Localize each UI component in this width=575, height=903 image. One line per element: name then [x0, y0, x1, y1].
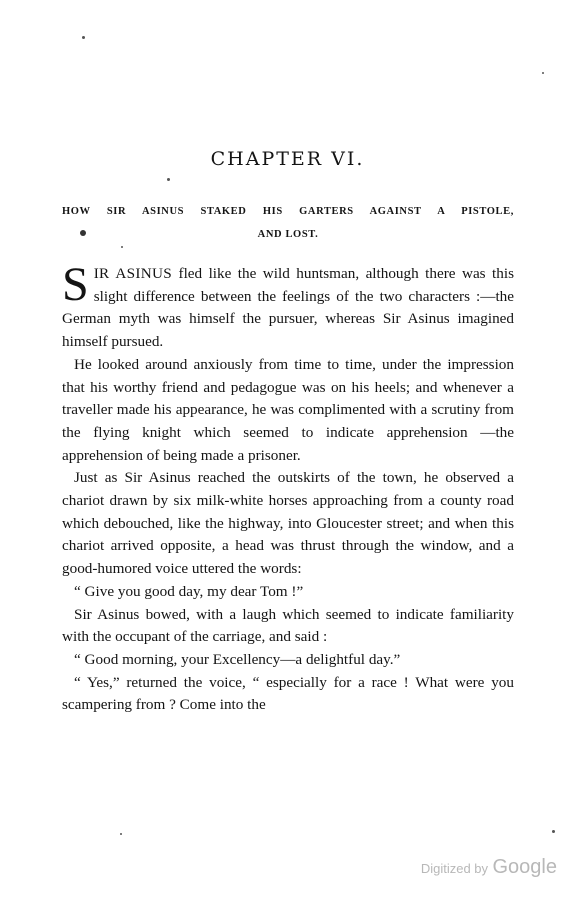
chapter-subtitle-line-2: AND LOST. [257, 229, 319, 240]
ink-speck [167, 178, 170, 181]
chapter-body [62, 258, 514, 717]
google-logo: Google [492, 856, 557, 878]
paragraph-4: “ Give you good day, my dear Tom !” [74, 582, 304, 600]
paragraph-6: “ Good morning, your Excellency—a delightful day.” [74, 650, 401, 668]
ink-speck [120, 833, 122, 835]
paragraph-3: Just as Sir Asinus reached the outskirts of the town, he observed a chariot drawn by six milk-white horses approaching from a county road which debouched, like the highway, into Gloucester street; and when this chariot arrived opposite, a head was thrust through the window, and a good-humored voice uttered the words: [62, 469, 514, 578]
paragraph-5: Sir Asinus bowed, with a laugh which seemed to indicate familiarity with the occupant of the carriage, and said : [62, 605, 514, 646]
digitized-watermark [421, 856, 557, 879]
paragraph-7: “ Yes,” returned the voice, “ especially for a race ! What were you scampering from ? Come into the [62, 673, 514, 714]
drop-cap: S [62, 258, 89, 311]
ink-speck [121, 246, 123, 248]
ink-speck [82, 36, 85, 39]
ink-speck [542, 72, 544, 74]
chapter-subtitle [62, 200, 514, 246]
ink-speck [80, 230, 86, 236]
paragraph-1-small-caps: IR ASINUS [93, 265, 173, 282]
paragraph-1-text: fled like the wild huntsman, although there was this slight difference between the feelings of the two characters :—the German myth was himself the pursuer, whereas Sir Asinus imagined himself pursued. [62, 265, 514, 351]
paragraph-1 [62, 258, 514, 354]
chapter-title: CHAPTER VI. [210, 148, 365, 170]
ink-speck [552, 830, 555, 833]
chapter-subtitle-line-1: HOW SIR ASINUS STAKED HIS GARTERS AGAINST A PISTOLE, [62, 206, 514, 217]
watermark-prefix: Digitized by [420, 861, 489, 876]
paragraph-2: He looked around anxiously from time to time, under the impression that his worthy friend and pedagogue was on his heels; and whenever a traveller made his appearance, he was complimented with a scrutiny from the flying knight which seemed to indicate apprehension —the apprehension of being made a prisoner. [62, 355, 514, 464]
